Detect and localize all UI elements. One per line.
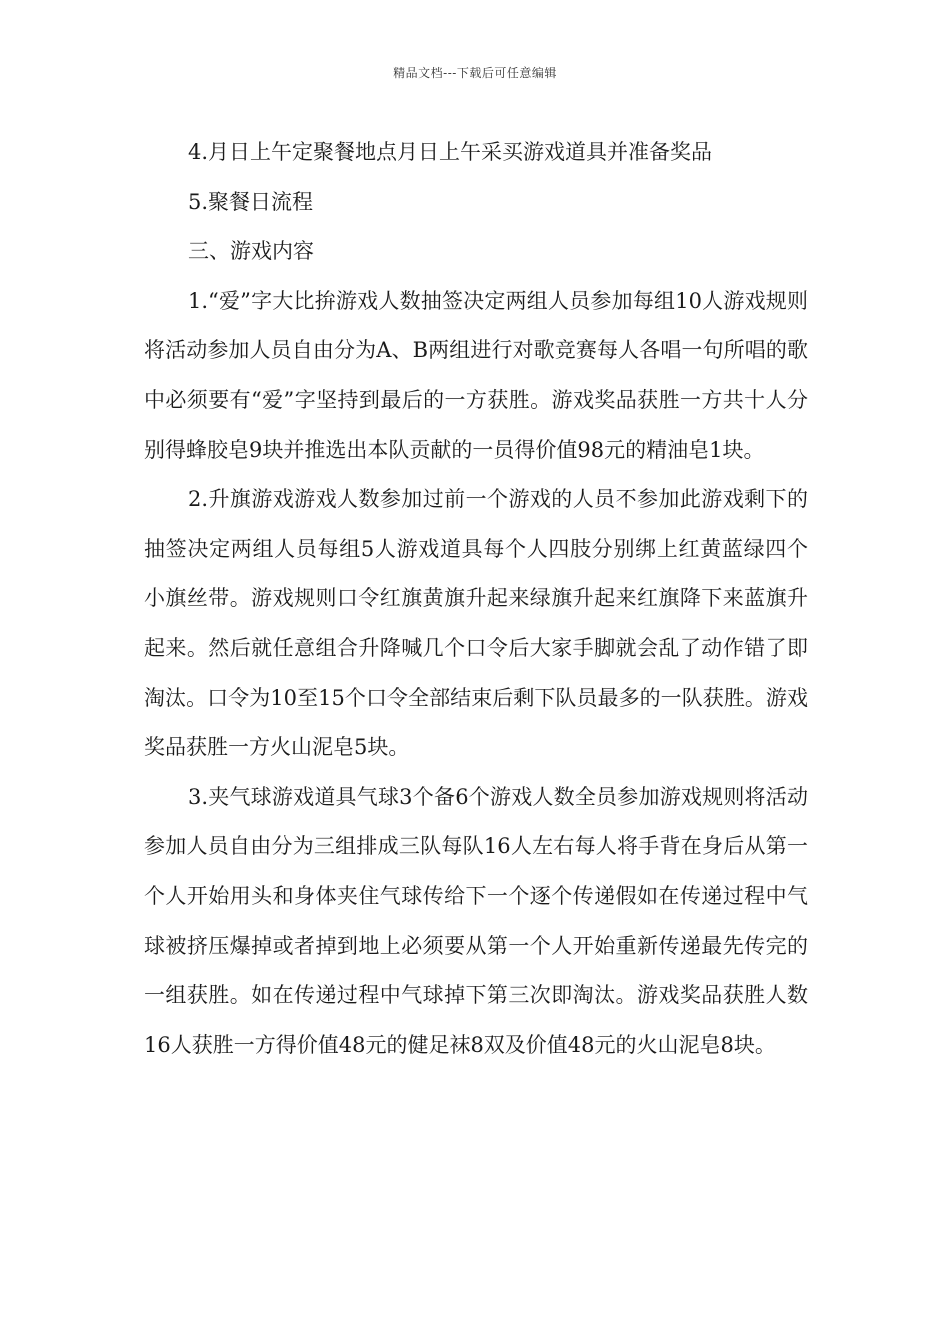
paragraph-party-day-flow: 5.聚餐日流程: [188, 189, 314, 214]
paragraph-game-3-balloon: 3.夹气球游戏道具气球3个备6个游戏人数全员参加游戏规则将活动参加人员自由分为三组排成三队每队16人左右每人将手背在身后从第一个人开始用头和身体夹住气球传给下一个逐个传递假如在传递过程中气球被挤压爆掉或者掉到地上必须要从第一个人开始重新传递最先传完的一组获胜。如在传递过程中气球掉下第三次即淘汰。游戏奖品获胜人数16人获胜一方得价值48元的健足袜8双及价值48元的火山泥皂8块。: [144, 784, 808, 1057]
paragraph-game-1-love: 1.“爱”字大比拚游戏人数抽签决定两组人员参加每组10人游戏规则将活动参加人员自由分为A、B两组进行对歌竞赛每人各唱一句所唱的歌中必须要有“爱”字坚持到最后的一方获胜。游戏奖品获胜一方共十人分别得蜂胶皂9块并推选出本队贡献的一员得价值98元的精油皂1块。: [144, 288, 808, 462]
paragraph-game-2-flag: 2.升旗游戏游戏人数参加过前一个游戏的人员不参加此游戏剩下的抽签决定两组人员每组5人游戏道具每个人四肢分别绑上红黄蓝绿四个小旗丝带。游戏规则口令红旗黄旗升起来绿旗升起来红旗降下来蓝旗升起来。然后就任意组合升降喊几个口令后大家手脚就会乱了动作错了即淘汰。口令为10至15个口令全部结束后剩下队员最多的一队获胜。游戏奖品获胜一方火山泥皂5块。: [144, 487, 808, 760]
document-body: [144, 128, 808, 1070]
section-heading-game-content: 三、游戏内容: [188, 239, 314, 264]
page-header: 精品文档---下载后可任意编辑: [393, 66, 557, 80]
paragraph-prep-step-4: 4.月日上午定聚餐地点月日上午采买游戏道具并准备奖品: [188, 140, 713, 164]
